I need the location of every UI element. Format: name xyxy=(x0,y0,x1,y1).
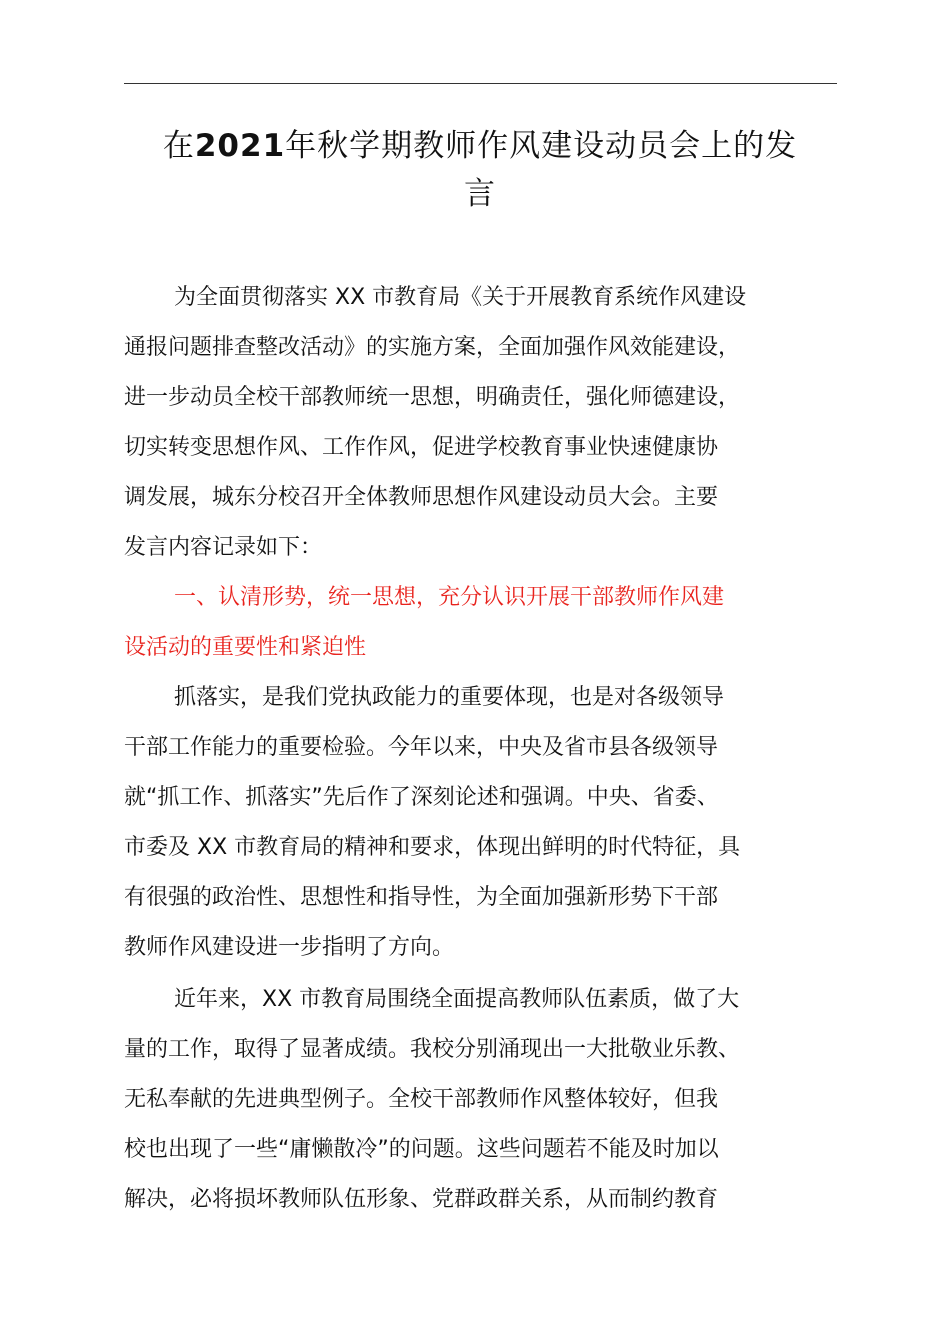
document-body xyxy=(124,273,864,1225)
paragraph-line: 调发展，城东分校召开全体教师思想作风建设动员大会。主要 xyxy=(124,485,719,510)
paragraph-line: 无私奉献的先进典型例子。全校干部教师作风整体较好，但我 xyxy=(124,1087,719,1112)
paragraph-line: 近年来，XX 市教育局围绕全面提高教师队伍素质，做了大 xyxy=(174,987,740,1012)
title-prefix: 在 xyxy=(162,128,195,164)
heading-line: 设活动的重要性和紧迫性 xyxy=(124,635,367,660)
title-line-2: 言 xyxy=(464,176,496,212)
paragraph-line: 教师作风建设进一步指明了方向。 xyxy=(124,935,455,960)
paragraph-line: 为全面贯彻落实 XX 市教育局《关于开展教育系统作风建设 xyxy=(174,285,747,310)
paragraph-line: 校也出现了一些“庸懒散冷”的问题。这些问题若不能及时加以 xyxy=(124,1137,719,1162)
body-paragraph-2 xyxy=(124,975,864,1225)
body-paragraph-1 xyxy=(124,673,864,973)
paragraph-line: 量的工作，取得了显著成绩。我校分别涌现出一大批敬业乐教、 xyxy=(124,1037,741,1062)
title-line-1 xyxy=(110,122,850,170)
paragraph-line: 市委及 XX 市教育局的精神和要求，体现出鲜明的时代特征，具 xyxy=(124,835,741,860)
title-line-1-rest: 年秋学期教师作风建设动员会上的发 xyxy=(285,128,798,164)
paragraph-line: 有很强的政治性、思想性和指导性，为全面加强新形势下干部 xyxy=(124,885,719,910)
paragraph-line: 抓落实，是我们党执政能力的重要体现，也是对各级领导 xyxy=(174,685,725,710)
title-year: 2021 xyxy=(194,128,286,164)
paragraph-line: 干部工作能力的重要检验。今年以来，中央及省市县各级领导 xyxy=(124,735,719,760)
section-heading-1 xyxy=(124,573,864,673)
paragraph-line: 切实转变思想作风、工作作风，促进学校教育事业快速健康协 xyxy=(124,435,719,460)
paragraph-line: 通报问题排查整改活动》的实施方案，全面加强作风效能建设， xyxy=(124,335,741,360)
paragraph-line: 就“抓工作、抓落实”先后作了深刻论述和强调。中央、省委、 xyxy=(124,785,719,810)
heading-line: 一、认清形势，统一思想，充分认识开展干部教师作风建 xyxy=(174,585,725,610)
paragraph-line: 进一步动员全校干部教师统一思想，明确责任，强化师德建设， xyxy=(124,385,741,410)
intro-paragraph xyxy=(124,273,864,573)
document-title xyxy=(110,122,850,218)
paragraph-line: 发言内容记录如下： xyxy=(124,535,323,560)
header-rule xyxy=(124,83,837,84)
paragraph-line: 解决，必将损坏教师队伍形象、党群政群关系，从而制约教育 xyxy=(124,1187,719,1212)
